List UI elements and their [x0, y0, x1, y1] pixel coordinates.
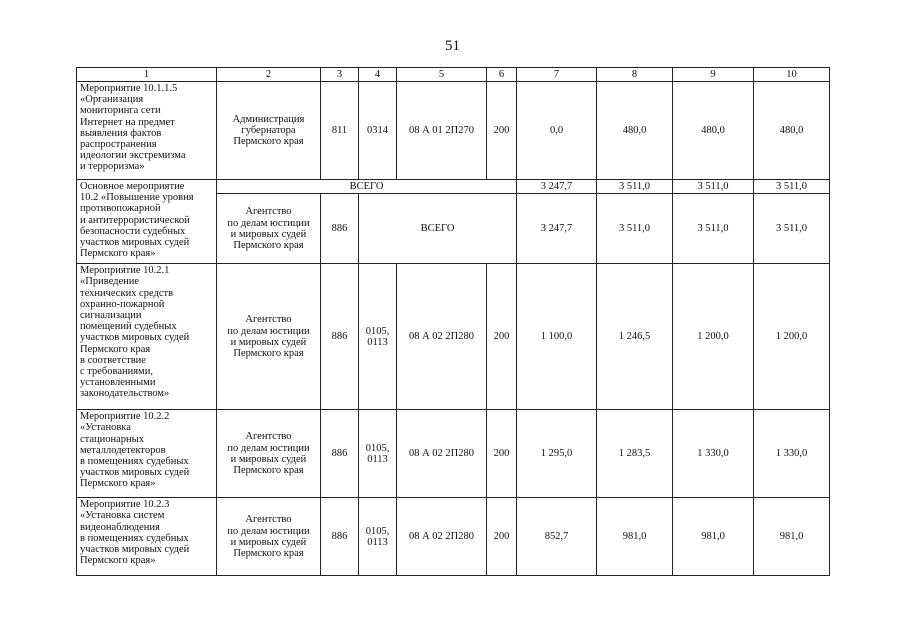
rzpr-cell: 0105, 0113 [359, 410, 397, 498]
value-cell: 3 511,0 [673, 180, 754, 194]
grbs-cell: 811 [321, 82, 359, 180]
value-cell: 0,0 [517, 82, 597, 180]
value-cell: 981,0 [597, 498, 673, 576]
column-header: 7 [517, 68, 597, 82]
column-header: 3 [321, 68, 359, 82]
value-cell: 480,0 [754, 82, 830, 180]
header-row [77, 68, 830, 82]
value-cell: 3 511,0 [754, 180, 830, 194]
vr-cell: 200 [487, 410, 517, 498]
rzpr-cell: 0105, 0113 [359, 264, 397, 410]
vr-cell: 200 [487, 82, 517, 180]
rzpr-cell: 0105, 0113 [359, 498, 397, 576]
value-cell: 3 247,7 [517, 180, 597, 194]
measure-name: Мероприятие 10.1.1.5 «Организация мониторинга сети Интернет на предмет выявления фактов распространения идеологии экстремизма и терроризма» [77, 82, 217, 180]
table-row [77, 180, 830, 194]
executor-cell: Агентство по делам юстиции и мировых судей Пермского края [217, 194, 321, 264]
value-cell: 1 330,0 [754, 410, 830, 498]
column-header: 4 [359, 68, 397, 82]
table-row [77, 410, 830, 498]
total-label: ВСЕГО [359, 194, 517, 264]
table-row [77, 498, 830, 576]
value-cell: 1 100,0 [517, 264, 597, 410]
budget-table [76, 67, 830, 576]
column-header: 2 [217, 68, 321, 82]
value-cell: 852,7 [517, 498, 597, 576]
executor-cell: Агентство по делам юстиции и мировых судей Пермского края [217, 410, 321, 498]
total-label: ВСЕГО [217, 180, 517, 194]
value-cell: 480,0 [673, 82, 754, 180]
column-header: 6 [487, 68, 517, 82]
table-row [77, 264, 830, 410]
value-cell: 1 246,5 [597, 264, 673, 410]
executor-cell: Агентство по делам юстиции и мировых судей Пермского края [217, 498, 321, 576]
rzpr-cell: 0314 [359, 82, 397, 180]
value-cell: 3 511,0 [597, 194, 673, 264]
column-header: 10 [754, 68, 830, 82]
value-cell: 981,0 [673, 498, 754, 576]
value-cell: 1 200,0 [673, 264, 754, 410]
csr-cell: 08 А 01 2П270 [397, 82, 487, 180]
grbs-cell: 886 [321, 194, 359, 264]
value-cell: 1 295,0 [517, 410, 597, 498]
executor-cell: Администрация губернатора Пермского края [217, 82, 321, 180]
vr-cell: 200 [487, 264, 517, 410]
measure-name: Мероприятие 10.2.2 «Установка стационарных металлодетекторов в помещениях судебных участков мировых судей Пермского края» [77, 410, 217, 498]
value-cell: 3 511,0 [597, 180, 673, 194]
grbs-cell: 886 [321, 264, 359, 410]
column-header: 5 [397, 68, 487, 82]
measure-name: Мероприятие 10.2.3 «Установка систем видеонаблюдения в помещениях судебных участков мировых судей Пермского края» [77, 498, 217, 576]
value-cell: 3 511,0 [673, 194, 754, 264]
measure-name: Основное мероприятие 10.2 «Повышение уровня противопожарной и антитеррористической безопасности судебных участков мировых судей Пермского края» [77, 180, 217, 264]
value-cell: 3 247,7 [517, 194, 597, 264]
value-cell: 480,0 [597, 82, 673, 180]
measure-name: Мероприятие 10.2.1 «Приведение технических средств охранно-пожарной сигнализации помещений судебных участков мировых судей Пермского края в соответствие с требованиями, установленными законодательством» [77, 264, 217, 410]
grbs-cell: 886 [321, 410, 359, 498]
executor-cell: Агентство по делам юстиции и мировых судей Пермского края [217, 264, 321, 410]
grbs-cell: 886 [321, 498, 359, 576]
value-cell: 1 283,5 [597, 410, 673, 498]
csr-cell: 08 А 02 2П280 [397, 264, 487, 410]
value-cell: 3 511,0 [754, 194, 830, 264]
column-header: 1 [77, 68, 217, 82]
column-header: 8 [597, 68, 673, 82]
value-cell: 981,0 [754, 498, 830, 576]
value-cell: 1 200,0 [754, 264, 830, 410]
csr-cell: 08 А 02 2П280 [397, 410, 487, 498]
vr-cell: 200 [487, 498, 517, 576]
csr-cell: 08 А 02 2П280 [397, 498, 487, 576]
page-number: 51 [445, 38, 460, 54]
table-row [77, 82, 830, 180]
value-cell: 1 330,0 [673, 410, 754, 498]
column-header: 9 [673, 68, 754, 82]
